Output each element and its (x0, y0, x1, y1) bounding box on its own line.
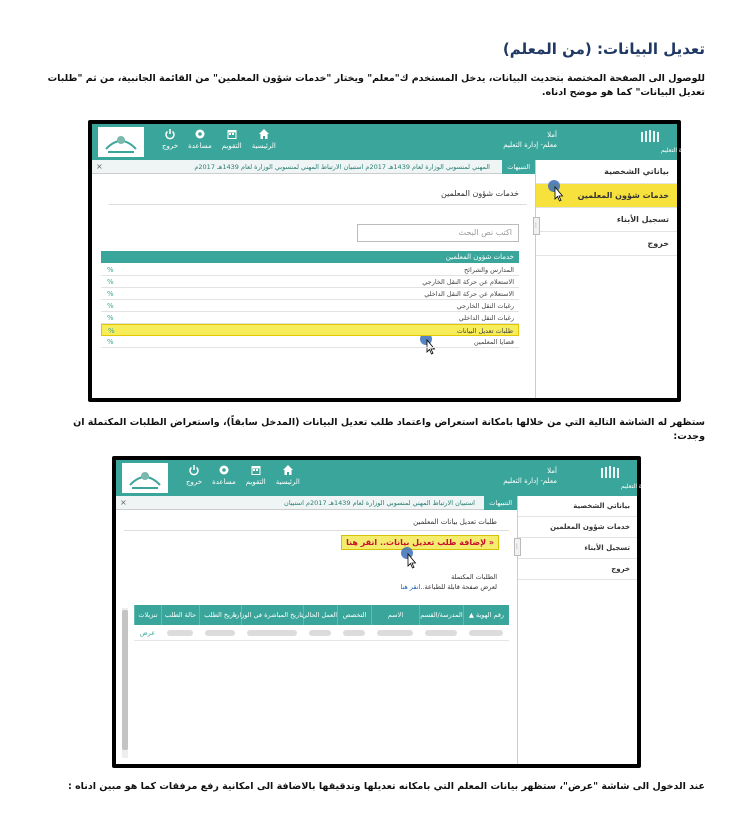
list-item[interactable] (101, 324, 519, 336)
sidebar-toggle-handle[interactable]: ⋮ (533, 217, 540, 235)
power-icon (164, 128, 176, 140)
link-icon[interactable]: % (107, 314, 114, 322)
view-link[interactable]: عرض (139, 629, 156, 637)
sidebar-item-profile[interactable]: بياناتي الشخصية (536, 160, 677, 184)
column-header[interactable]: رقم الهوية ▲ (463, 605, 509, 625)
vertical-scrollbar[interactable] (122, 608, 128, 758)
help-icon (218, 464, 230, 476)
closing-paragraph: عند الدخول الى شاشة "عرض"، ستظهر بيانات المعلم التي بامكانه تعديلها وتدقيقها بالاضافة الى امكانية رفع مرفقات كما هو مبين ادناه : (67, 781, 705, 792)
top-bar (116, 460, 653, 496)
ministry-logo-icon (571, 464, 653, 492)
user-name: أملا (547, 467, 557, 475)
column-header[interactable]: التخصص (337, 605, 371, 625)
top-bar (92, 124, 693, 160)
calendar-icon (250, 464, 262, 476)
link-icon[interactable]: % (107, 302, 114, 310)
close-icon[interactable]: × (120, 498, 127, 507)
nav-calendar[interactable] (246, 464, 266, 486)
sidebar-item-teacher-services[interactable]: خدمات شؤون المعلمين (518, 517, 637, 538)
redacted-cell (463, 625, 509, 640)
redacted-value (377, 630, 413, 636)
link-icon[interactable]: % (107, 290, 114, 298)
calendar-icon (226, 128, 238, 140)
close-icon[interactable]: × (96, 162, 103, 171)
divider (124, 530, 509, 531)
redacted-value (343, 630, 365, 636)
list-item-label: الاستعلام عن حركة النقل الخارجي (422, 278, 514, 286)
user-name: أملا (547, 131, 557, 139)
column-header[interactable]: تاريخ الطلب (199, 605, 241, 625)
list-item[interactable] (101, 276, 519, 288)
brand-text: وزارة التعليم (621, 483, 653, 490)
list-item-label: رغبات النقل الخارجي (456, 302, 514, 310)
help-icon (194, 128, 206, 140)
divider (109, 204, 527, 205)
nav-home[interactable] (252, 128, 276, 150)
print-link[interactable]: انقر هنا (400, 583, 421, 591)
tab-notifications[interactable]: التنبيهات (502, 160, 535, 174)
click-cursor-icon (401, 547, 417, 569)
column-header[interactable]: تاريخ المباشرة في الوزارة (241, 605, 303, 625)
column-header[interactable]: العمل الحالي (303, 605, 337, 625)
nav-calendar-label: التقويم (245, 478, 266, 486)
link-icon[interactable]: % (108, 327, 115, 335)
services-list-header: خدمات شؤون المعلمين (101, 251, 519, 263)
redacted-cell (241, 625, 303, 640)
list-item-label: المدارس والشرائح (463, 266, 514, 274)
completed-requests-title: الطلبات المكتملة (451, 573, 497, 581)
user-info (503, 130, 557, 150)
print-note-text: لعرض صفحة قابلة للطباعة.. (420, 583, 497, 591)
power-icon (188, 464, 200, 476)
user-role: معلم- إدارة التعليم (503, 477, 557, 485)
redacted-value (205, 630, 235, 636)
click-cursor-icon (548, 180, 564, 202)
redacted-cell (419, 625, 463, 640)
scrollbar-thumb[interactable] (122, 610, 128, 750)
between-paragraph: ستظهر له الشاشة التالية التي من خلالها بامكانة استعراض واعتماد طلب تعديل البيانات (المدخل سابقاً)، واستعراض الطلبات المكتملة ان وجدت: (73, 417, 705, 442)
nav-help[interactable] (188, 128, 212, 150)
ministry-logo-icon (611, 128, 693, 156)
sidebar (517, 496, 637, 764)
list-item[interactable] (101, 312, 519, 324)
tab-text: المهني لمنسوبي الوزارة لعام 1439هـ 2017م استبيان الارتباط المهني لمنسوبي الوزارة لعام 1439هـ 2017م (194, 163, 490, 171)
list-item-label: الاستعلام عن حركة النقل الداخلي (424, 290, 514, 298)
top-nav (162, 128, 276, 150)
user-role: معلم- إدارة التعليم (503, 141, 557, 149)
top-nav (186, 464, 300, 486)
sidebar-item-profile[interactable]: بياناتي الشخصية (518, 496, 637, 517)
document-heading: تعديل البيانات: (من المعلم) (502, 40, 705, 58)
sidebar-item-logout[interactable]: خروج (536, 232, 677, 256)
requests-table-header (134, 605, 509, 625)
link-icon[interactable]: % (107, 266, 114, 274)
notification-tabs (92, 160, 535, 174)
redacted-value (247, 630, 297, 636)
nav-logout[interactable] (162, 128, 178, 150)
list-item-label: رغبات النقل الداخلي (458, 314, 514, 322)
list-item[interactable] (101, 264, 519, 276)
redacted-cell (199, 625, 241, 640)
link-icon[interactable]: % (107, 278, 114, 286)
redacted-value (469, 630, 503, 636)
vision-logo-icon (98, 127, 144, 157)
search-input[interactable]: اكتب نص البحث (357, 224, 519, 242)
redacted-cell (303, 625, 337, 640)
table-row[interactable] (134, 625, 509, 641)
nav-help[interactable] (212, 464, 236, 486)
user-info (503, 466, 557, 486)
home-icon (258, 128, 270, 140)
list-item-label: طلبات تعديل البيانات (456, 327, 513, 335)
redacted-value (167, 630, 193, 636)
print-note (400, 583, 497, 591)
tab-text: استبيان الارتباط المهني لمنسوبي الوزارة لعام 1439هـ 2017م استبيان (284, 499, 475, 507)
list-item[interactable] (101, 336, 519, 348)
nav-help-label: مساعدة (188, 142, 212, 150)
home-icon (282, 464, 294, 476)
notification-tabs (116, 496, 517, 510)
page-title: طلبات تعديل بيانات المعلمين (413, 518, 497, 526)
redacted-cell (161, 625, 199, 640)
brand-text: وزارة التعليم (661, 147, 693, 154)
nav-calendar-label: التقويم (221, 142, 242, 150)
list-item[interactable] (101, 288, 519, 300)
nav-home-label: الرئيسية (251, 142, 276, 150)
list-item[interactable] (101, 300, 519, 312)
redacted-cell (371, 625, 419, 640)
nav-logout-label: خروج (186, 478, 203, 486)
sidebar-item-children[interactable]: تسجيل الأبناء (518, 538, 637, 559)
nav-home[interactable] (276, 464, 300, 486)
vision-logo-icon (122, 463, 168, 493)
nav-home-label: الرئيسية (275, 478, 300, 486)
nav-logout-label: خروج (162, 142, 179, 150)
column-header[interactable]: تنزيلات (134, 605, 161, 625)
page-title: خدمات شؤون المعلمين (441, 189, 519, 198)
intro-paragraph: للوصول الى الصفحة المختصة بتحديث البيانات، يدخل المستخدم ك"معلم" ويختار "خدمات شؤون المعلمين" من القائمة الجانبية، من ثم "طلبات تعديل البيانات" كما هو موضح ادناه. (47, 73, 705, 98)
nav-logout[interactable] (186, 464, 202, 486)
column-header[interactable]: المدرسة/القسم (419, 605, 463, 625)
column-header[interactable]: الاسم (371, 605, 419, 625)
screenshot-teacher-services (88, 120, 693, 402)
nav-calendar[interactable] (222, 128, 242, 150)
screenshot-edit-requests (112, 456, 653, 768)
redacted-value (309, 630, 331, 636)
add-edit-request-button[interactable]: « لإضافة طلب تعديل بيانات.. انقر هنا (341, 535, 499, 550)
link-icon[interactable]: % (107, 338, 114, 346)
nav-help-label: مساعدة (212, 478, 236, 486)
sidebar-item-children[interactable]: تسجيل الأبناء (536, 208, 677, 232)
sidebar-item-logout[interactable]: خروج (518, 559, 637, 580)
redacted-cell (337, 625, 371, 640)
redacted-value (425, 630, 457, 636)
sidebar-item-teacher-services[interactable]: خدمات شؤون المعلمين (536, 184, 677, 208)
sidebar-toggle-handle[interactable]: ⋮ (514, 538, 521, 556)
tab-notifications[interactable]: التنبيهات (484, 496, 517, 510)
column-header[interactable]: حالة الطلب (161, 605, 199, 625)
list-item-label: قضايا المعلمين (473, 338, 514, 346)
